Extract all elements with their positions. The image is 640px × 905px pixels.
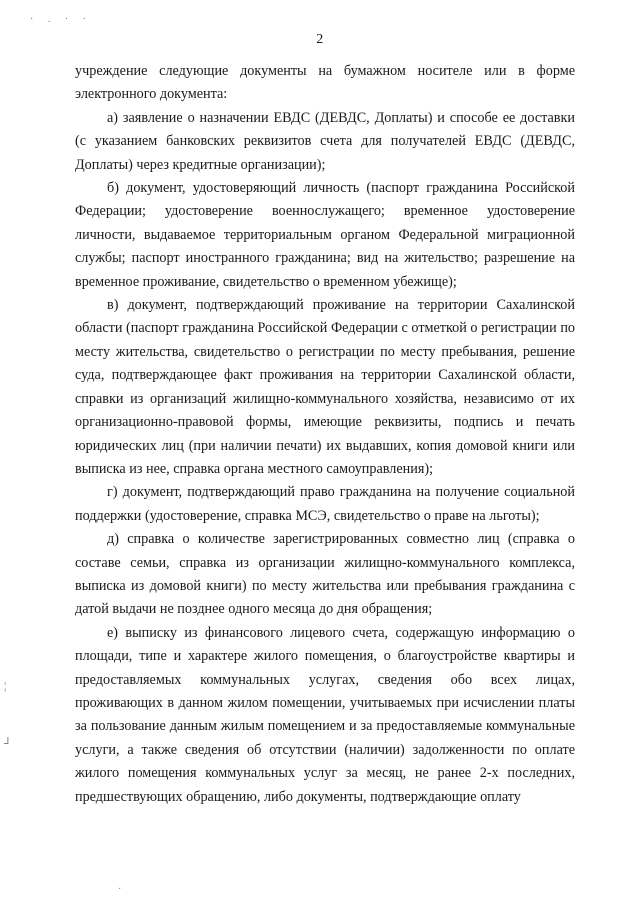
scan-artifact-dot: · (118, 884, 122, 895)
page-number: 2 (316, 32, 324, 47)
paragraph-item-b: б) документ, удостоверяющий личность (паспорт гражданина Российской Федерации; удостоверение военнослужащего; временное удостоверение личности, выдаваемое территориальным органом Федеральной миграционной службы; паспорт иностранного гражданина; вид на жительство; разрешение на временное проживание, свидетельство о временном убежище); (75, 180, 575, 290)
paragraph-intro: учреждение следующие документы на бумажном носителе или в форме электронного документа: (75, 63, 575, 103)
paragraph-item-d: д) справка о количестве зарегистрированных совместно лиц (справка о составе семьи, справка из организации жилищно-коммунального комплекса, выписка из домовой книги) по месту жительства или пребывания гражданина с датой выдачи не позднее одного месяца до дня обращения; (75, 531, 575, 618)
scan-artifact-mark: ¦ (4, 680, 7, 692)
paragraph-item-g: г) документ, подтверждающий право гражданина на получение социальной поддержки (удостоверение, справка МСЭ, свидетельство о праве на льготы); (75, 484, 575, 524)
scan-artifact-dots: · . · · (30, 14, 92, 25)
paragraph-item-v: в) документ, подтверждающий проживание на территории Сахалинской области (паспорт гражданина Российской Федерации с отметкой о регистрации по месту жительства, свидетельство о регистрации по месту пребывания, решение суда, подтверждающее факт проживания на территории Сахалинской области, справки из организаций жилищно-коммунального хозяйства, независимо от их организационно-правовой формы, имеющие реквизиты, подпись и печать юридических лиц (при наличии печати) их выдавших, копия домовой книги или выписка из нее, справка органа местного самоуправления); (75, 297, 575, 477)
document-body (75, 60, 575, 809)
scan-artifact-mark: ┘ (4, 738, 12, 750)
paragraph-item-a: а) заявление о назначении ЕВДС (ДЕВДС, Доплаты) и способе ее доставки (с указанием банковских реквизитов счета для получателей ЕВДС (ДЕВДС, Доплаты) через кредитные организации); (75, 109, 575, 173)
paragraph-item-e: е) выписку из финансового лицевого счета, содержащую информацию о площади, типе и характере жилого помещения, о благоустройстве квартиры и предоставляемых коммунальных услугах, сведения обо всех лицах, проживающих в данном жилом помещении, учитываемых при исчислении платы за пользование данным жилым помещением и за предоставляемые коммунальные услуги, а также сведения об отсутствии (наличии) задолженности по оплате жилого помещения коммунальных услуг за месяц, не ранее 2-х последних, предшествующих обращению, либо документы, подтверждающие оплату (75, 624, 575, 805)
